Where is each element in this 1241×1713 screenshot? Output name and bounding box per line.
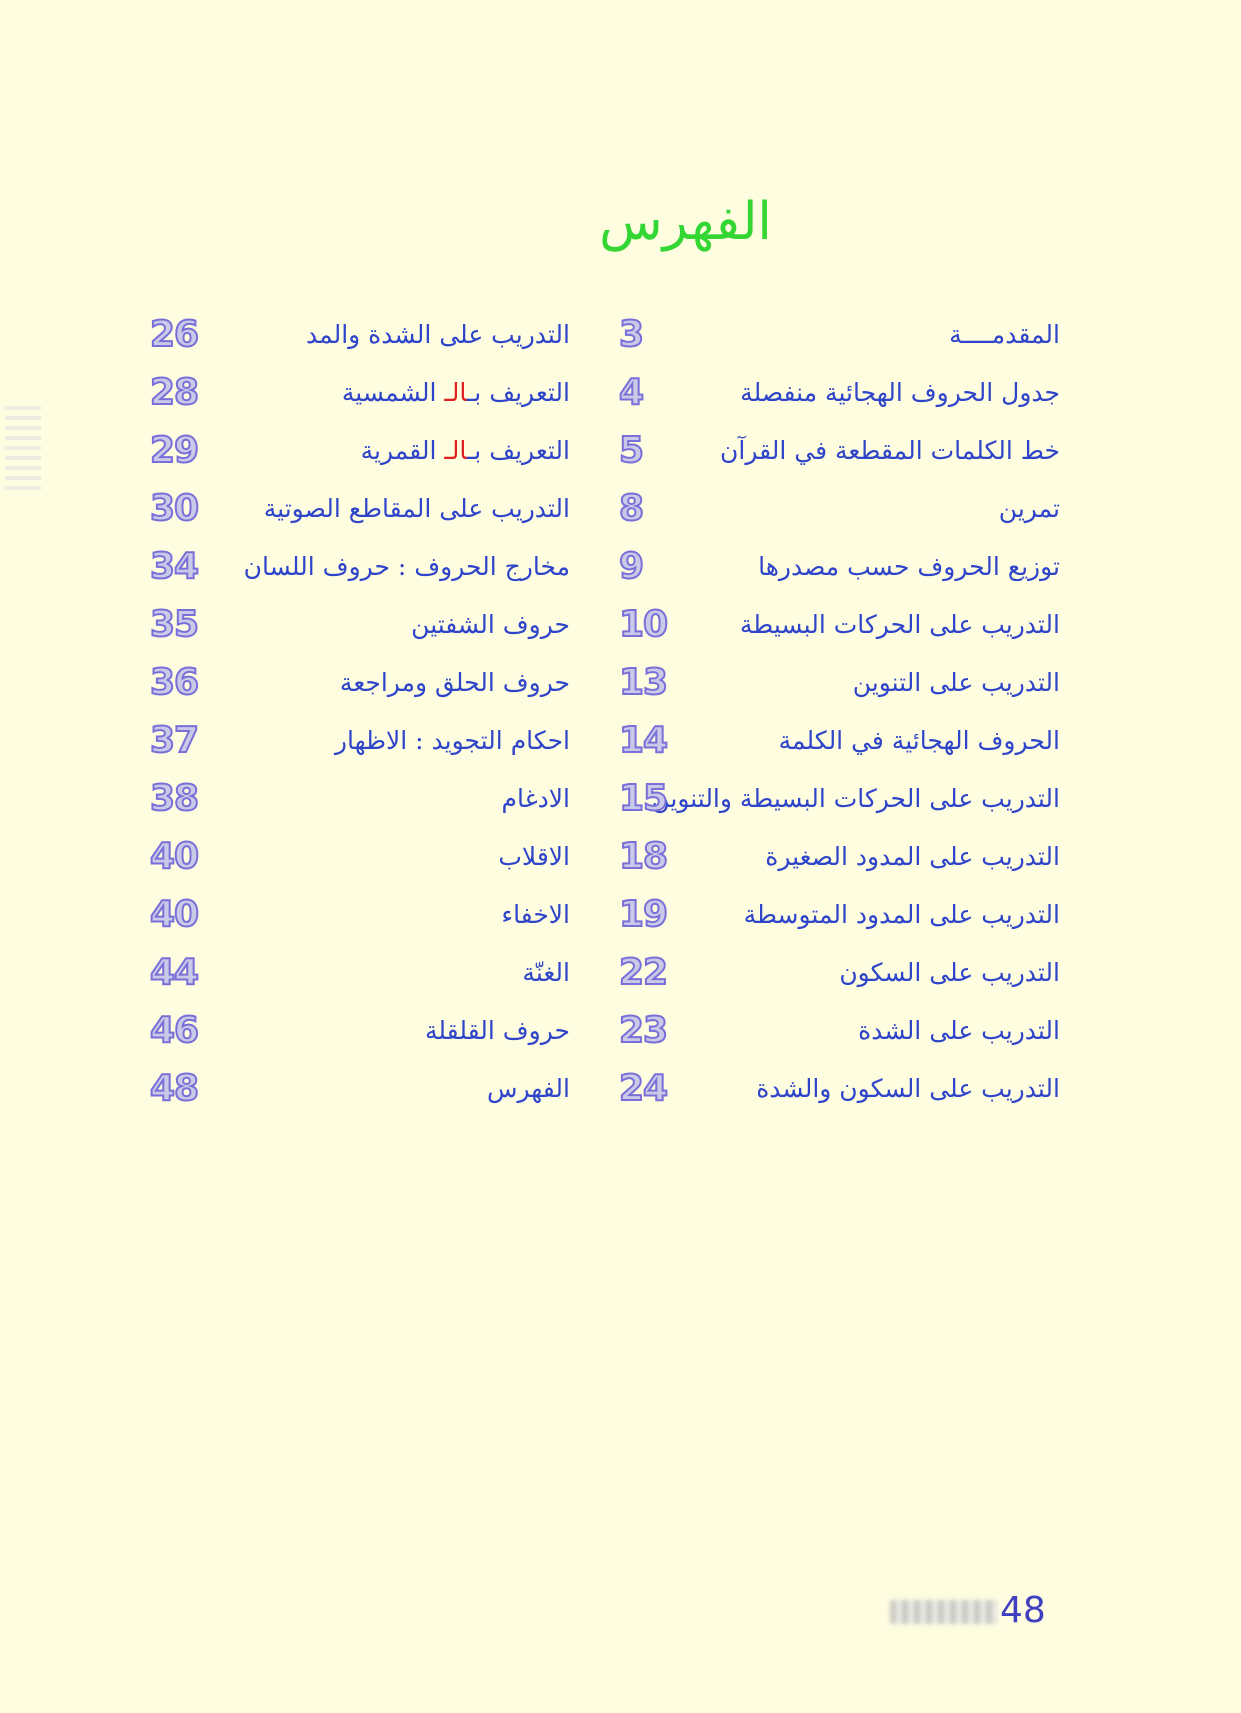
toc-entry	[619, 1068, 1060, 1127]
toc-entry-page-number: 8	[619, 488, 644, 529]
toc-entry	[150, 489, 570, 547]
toc-entry	[150, 953, 570, 1011]
toc-entry-title: الاقلاب	[498, 842, 570, 871]
toc-entry-title: التدريب على المقاطع الصوتية	[263, 494, 570, 523]
toc-entry	[150, 547, 570, 605]
toc-entry-title: التدريب على الشدة والمد	[306, 320, 570, 349]
toc-entry-title: التدريب على الشدة	[858, 1016, 1060, 1045]
page-edge-bleed	[5, 400, 41, 490]
toc-entry-page-number: 40	[150, 894, 199, 935]
footer-page-number: 48	[1000, 1590, 1046, 1631]
toc-entry	[150, 663, 570, 721]
toc-entry-page-number: 29	[150, 430, 199, 471]
toc-entry-title: الفهرس	[486, 1074, 570, 1103]
toc-entry	[150, 1069, 570, 1127]
toc-entry-title: الغنّة	[522, 958, 570, 987]
toc-entry	[619, 604, 1060, 663]
toc-entry	[150, 315, 570, 373]
toc-entry-page-number: 36	[150, 662, 199, 703]
toc-entry-page-number: 28	[150, 372, 199, 413]
toc-entry	[150, 605, 570, 663]
toc-left-column	[150, 315, 570, 1127]
toc-entry-page-number: 46	[150, 1010, 199, 1051]
toc-entry-title: التدريب على المدود المتوسطة	[743, 900, 1060, 929]
toc-entry-title-part: التعريف بـ	[466, 436, 570, 465]
toc-entry	[619, 314, 1060, 373]
toc-entry-title-highlight: الـ	[444, 378, 467, 407]
toc-entry-page-number: 4	[619, 372, 644, 413]
toc-entry-page-number: 48	[150, 1068, 199, 1109]
toc-entry-page-number: 44	[150, 952, 199, 993]
toc-entry-title-highlight: الـ	[444, 436, 467, 465]
toc-entry	[619, 778, 1060, 837]
toc-entry	[619, 430, 1060, 489]
toc-entry	[150, 895, 570, 953]
toc-entry	[150, 779, 570, 837]
toc-entry	[150, 721, 570, 779]
toc-entry-title: التدريب على الحركات البسيطة	[739, 610, 1060, 639]
toc-entry-title: الادغام	[501, 784, 570, 813]
toc-entry-page-number: 24	[619, 1068, 668, 1109]
toc-entry	[619, 952, 1060, 1011]
toc-entry	[619, 488, 1060, 547]
toc-entry-title: التدريب على السكون	[839, 958, 1060, 987]
toc-entry-title-part: التعريف بـ	[466, 378, 570, 407]
toc-entry-title: مخارج الحروف : حروف اللسان	[243, 552, 570, 581]
toc-entry	[150, 1011, 570, 1069]
toc-entry-title-part: الشمسية	[341, 378, 445, 407]
toc-entry-title: المقدمــــة	[949, 320, 1060, 349]
toc-entry-title: الحروف الهجائية في الكلمة	[778, 726, 1060, 755]
toc-entry	[619, 662, 1060, 721]
toc-entry-title: التدريب على السكون والشدة	[756, 1074, 1060, 1103]
toc-entry-page-number: 37	[150, 720, 199, 761]
toc-entry-page-number: 30	[150, 488, 199, 529]
toc-entry-page-number: 35	[150, 604, 199, 645]
toc-entry-page-number: 38	[150, 778, 199, 819]
toc-entry-page-number: 13	[619, 662, 668, 703]
toc-entry-page-number: 9	[619, 546, 644, 587]
toc-entry-page-number: 40	[150, 836, 199, 877]
toc-entry-page-number: 5	[619, 430, 644, 471]
page-title: الفهرس	[599, 192, 772, 252]
toc-entry-title: التدريب على الحركات البسيطة والتنوين	[651, 784, 1060, 813]
toc-entry	[150, 431, 570, 489]
toc-entry	[150, 837, 570, 895]
toc-entry-page-number: 3	[619, 314, 644, 355]
toc-entry-page-number: 14	[619, 720, 668, 761]
toc-entry-title: خط الكلمات المقطعة في القرآن	[720, 436, 1060, 465]
toc-entry	[619, 836, 1060, 895]
toc-entry-page-number: 26	[150, 314, 199, 355]
toc-entry	[619, 894, 1060, 953]
toc-entry-page-number: 18	[619, 836, 668, 877]
toc-entry-title: الاخفاء	[501, 900, 570, 929]
toc-entry-page-number: 15	[619, 778, 668, 819]
toc-entry	[619, 546, 1060, 605]
toc-entry-title: تمرين	[998, 494, 1060, 523]
toc-entry-title	[361, 431, 570, 471]
toc-entry-page-number: 23	[619, 1010, 668, 1051]
footer-book-title-blurred	[890, 1600, 998, 1624]
toc-entry-title: التدريب على التنوين	[852, 668, 1060, 697]
toc-entry-page-number: 22	[619, 952, 668, 993]
toc-entry-page-number: 10	[619, 604, 668, 645]
toc-entry-title: جدول الحروف الهجائية منفصلة	[740, 378, 1060, 407]
toc-entry-title: حروف القلقلة	[425, 1016, 570, 1045]
toc-entry-title: التدريب على المدود الصغيرة	[765, 842, 1060, 871]
toc-entry-title-part: القمرية	[360, 436, 445, 465]
toc-entry-title: حروف الحلق ومراجعة	[339, 668, 570, 697]
toc-entry	[619, 1010, 1060, 1069]
toc-entry-page-number: 34	[150, 546, 199, 587]
toc-entry-page-number: 19	[619, 894, 668, 935]
toc-right-column	[619, 314, 1060, 1127]
toc-entry-title: توزيع الحروف حسب مصدرها	[758, 552, 1060, 581]
toc-entry-title	[342, 373, 570, 413]
toc-entry	[619, 720, 1060, 779]
toc-entry-title: احكام التجويد : الاظهار	[334, 726, 570, 755]
toc-entry-title: حروف الشفتين	[411, 610, 570, 639]
toc-entry	[150, 373, 570, 431]
toc-entry	[619, 372, 1060, 431]
